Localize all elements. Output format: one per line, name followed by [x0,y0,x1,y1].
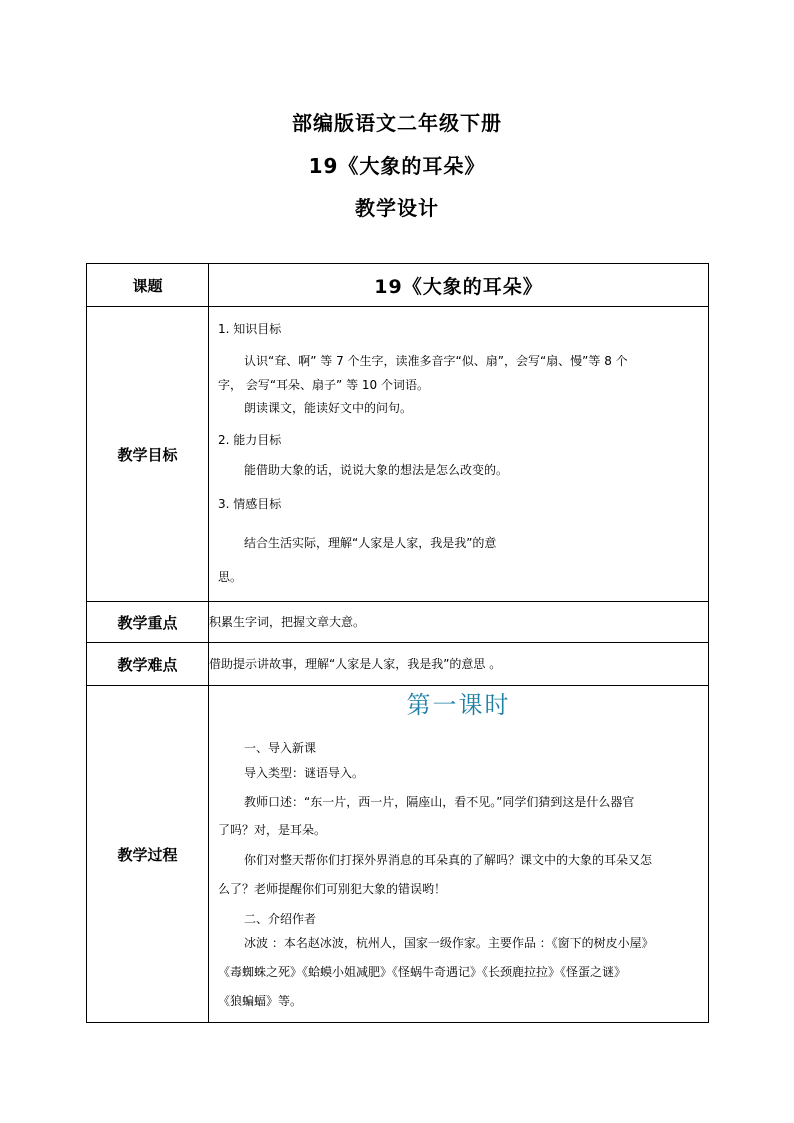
goal-heading-knowledge: 1. 知识目标 [218,322,282,336]
goal-heading-emotion: 3. 情感目标 [218,497,282,511]
process-cell [209,686,709,1023]
goal-text: 能借助大象的话，说说大象的想法是怎么改变的。 [244,463,509,477]
process-text: 冰波 ：本名赵冰波，杭州人，国家一级作家。主要作品 ：《窗下的树皮小屋》 [244,936,654,950]
lesson-plan-table [86,263,709,1023]
process-text: 导入类型：谜语导入。 [244,766,365,780]
process-text: 教师口述：“东一片，西一片，隔座山，看不见。”同学们猜到这是什么器官 [244,795,635,809]
goal-text: 朗读课文，能读好文中的问句。 [244,401,413,415]
process-text: 了吗？对，是耳朵。 [218,823,327,837]
difficulties-value: 借助提示讲故事，理解“人家是人家，我是我”的意思 。 [209,643,709,686]
goal-heading-ability: 2. 能力目标 [218,433,282,447]
row-label-goals: 教学目标 [87,307,209,602]
table-row [87,264,709,307]
table-row [87,686,709,1023]
key-points-value: 积累生字词，把握文章大意。 [209,602,709,643]
row-label-key-points: 教学重点 [87,602,209,643]
goal-text: 字， 会写“耳朵、扇子” 等 10 个词语。 [218,378,429,392]
section-heading-intro: 一、导入新课 [244,741,317,755]
table-row [87,643,709,686]
process-text: 《狼蝙蝠》等。 [218,994,303,1008]
table-row [87,602,709,643]
row-label-process: 教学过程 [87,686,209,1023]
row-label-difficulties: 教学难点 [87,643,209,686]
design-heading: 教学设计 [355,196,439,220]
goals-cell [209,307,709,602]
section-heading-author: 二、介绍作者 [244,912,317,926]
goal-text: 思。 [218,570,243,584]
topic-value: 19《大象的耳朵》 [209,264,709,307]
goal-text: 结合生活实际，理解“人家是人家，我是我”的意 [244,536,497,550]
goal-text: 认识“耷、啊” 等 7 个生字，读准多音字“似、扇”，会写“扇、慢”等 8 个 [244,354,628,368]
book-title: 部编版语文二年级下册 [292,111,502,135]
lesson-title-heading: 19《大象的耳朵》 [308,154,486,178]
process-text: 你们对整天帮你们打探外界消息的耳朵真的了解吗？课文中的大象的耳朵又怎 [244,853,653,867]
process-text: 么了？老师提醒你们可别犯大象的错误哟！ [218,882,447,896]
process-text: 《毒蜘蛛之死》《蛤蟆小姐减肥》《怪蜗牛奇遇记》《长颈鹿拉拉》《怪蛋之谜》 [218,965,627,979]
period-title: 第一课时 [406,691,511,719]
table-row [87,307,709,602]
row-label-topic: 课题 [87,264,209,307]
